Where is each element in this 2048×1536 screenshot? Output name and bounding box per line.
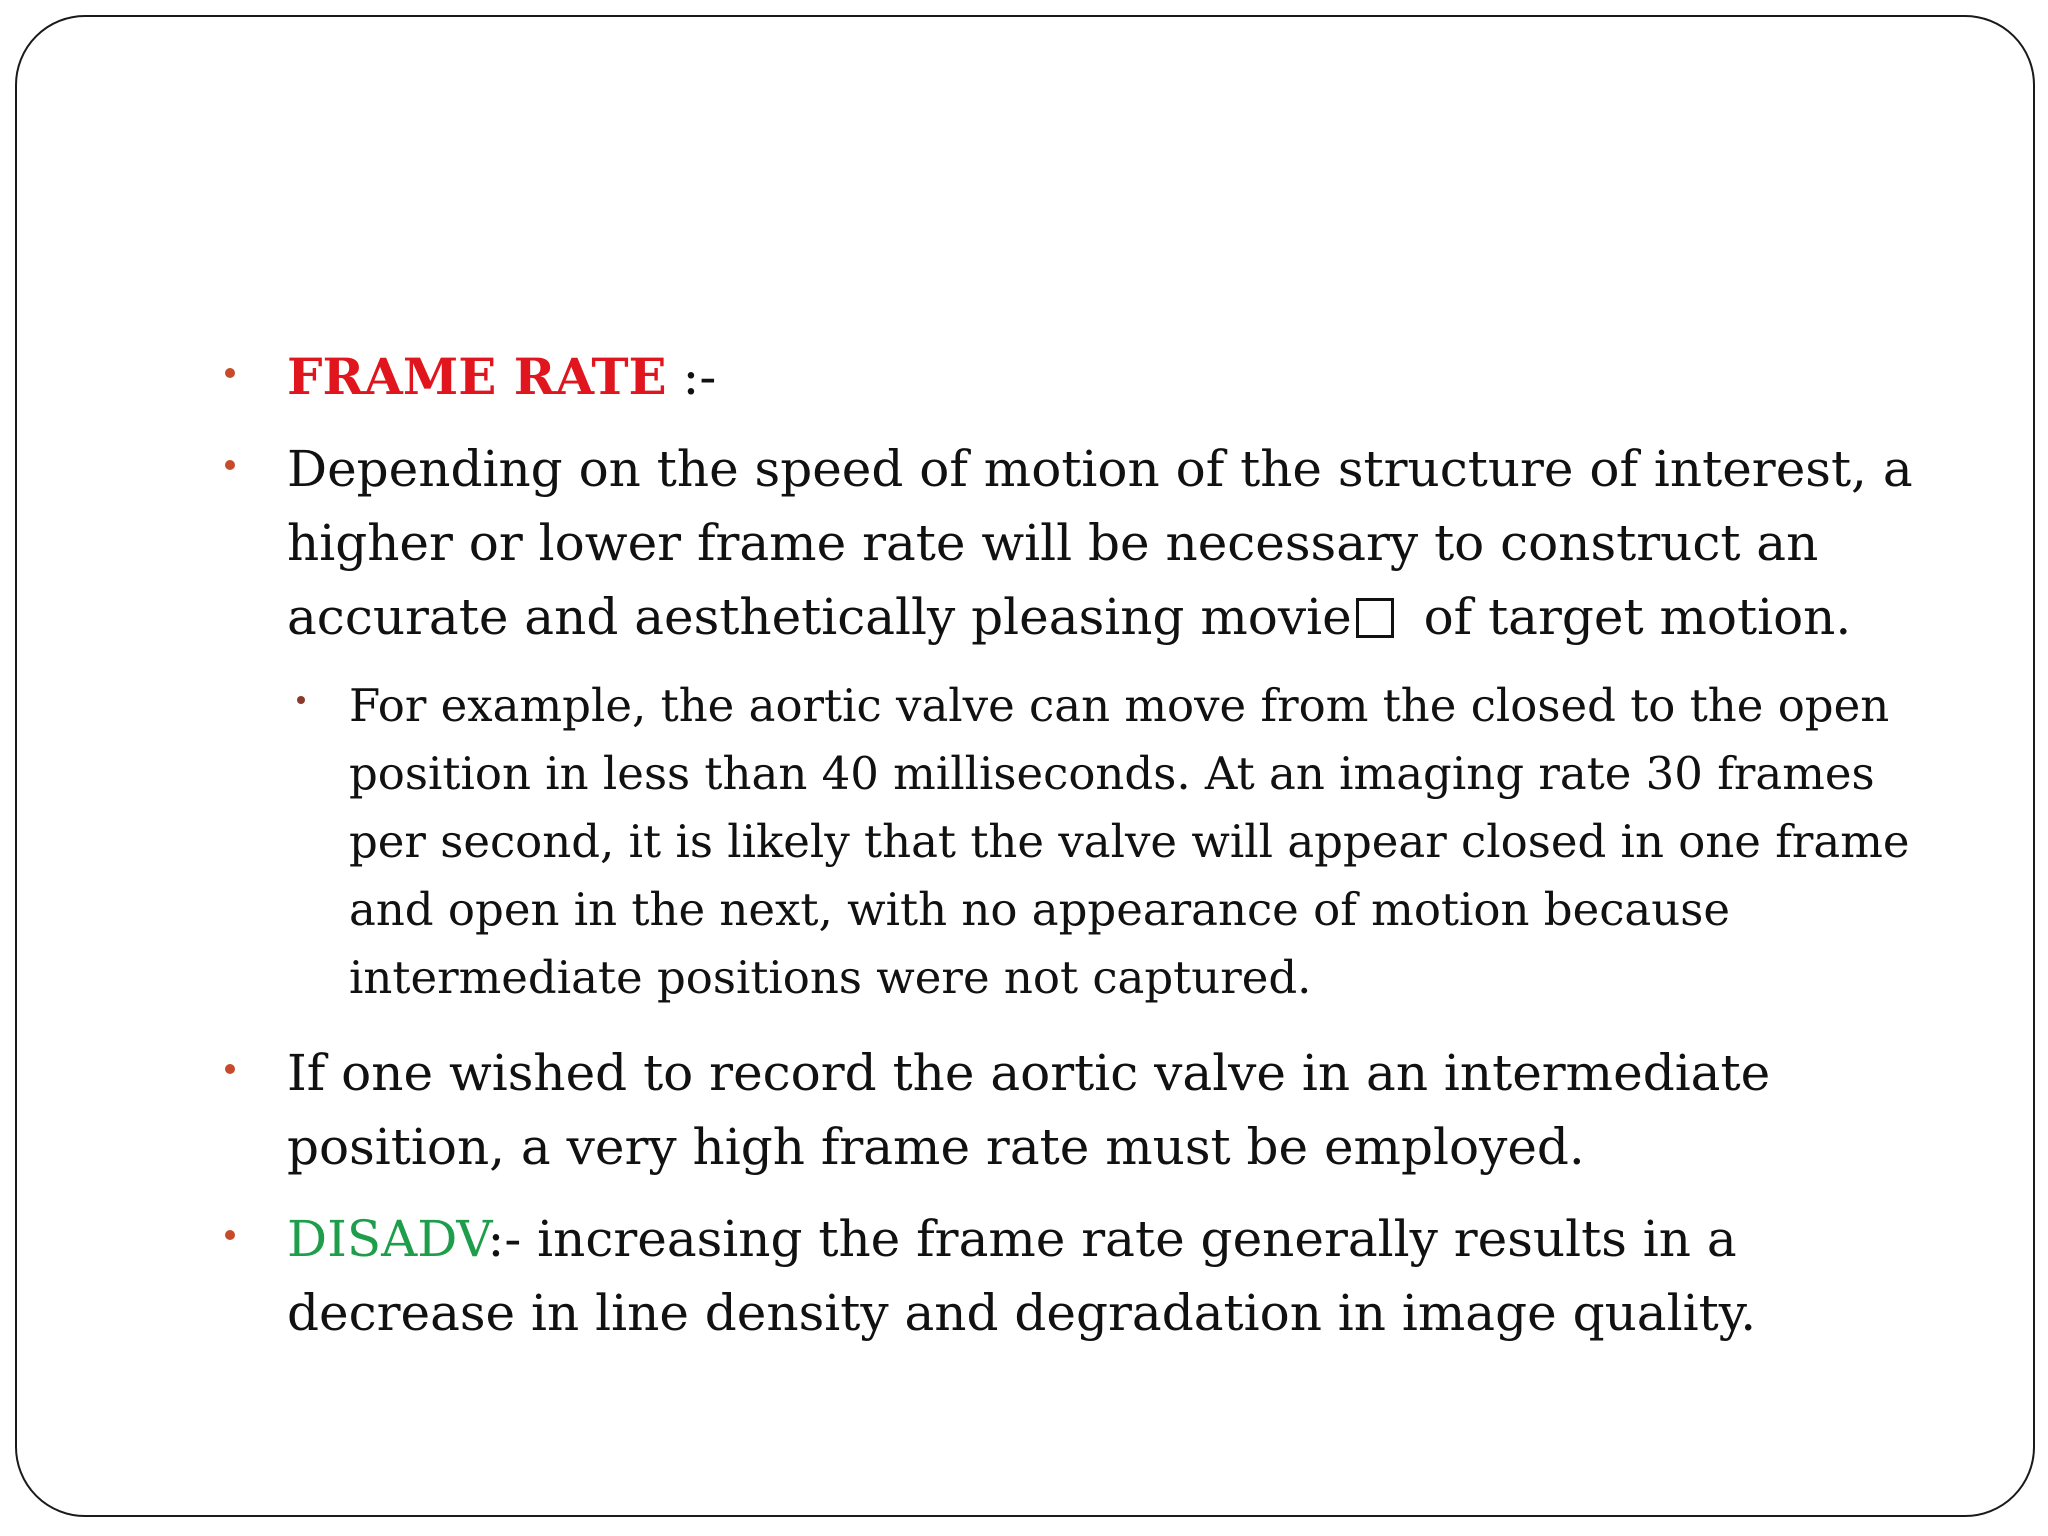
bullet-intermediate-position [215,1036,1935,1184]
disadv-label: DISADV [287,1210,488,1268]
sub-bullet-dot-icon [297,696,305,704]
bullet-dot-icon [225,460,235,470]
frame-rate-heading: FRAME RATE [287,347,667,406]
explanation-text-after: of target motion. [1407,588,1852,646]
slide-content [215,340,1935,1350]
bullet-frame-rate-explanation [215,432,1935,654]
bullet-dot-icon [225,1230,235,1240]
bullet-disadvantage [215,1202,1935,1350]
bullet-dot-icon [225,1064,235,1074]
disadv-text: :- increasing the frame rate generally results in a decrease in line density and degradation in image quality. [287,1210,1757,1342]
sub-bullet-aortic-valve-example [215,672,1935,1012]
intermediate-position-text: If one wished to record the aortic valve in an intermediate position, a very high frame rate must be employed. [287,1044,1771,1176]
heading-suffix: :- [666,348,717,406]
bullet-dot-icon [225,368,235,378]
bullet-frame-rate-heading [215,340,1935,414]
explanation-text-before: Depending on the speed of motion of the structure of interest, a higher or lower frame rate will be necessary to construct an accurate and aesthetically pleasing movie [287,440,1913,646]
example-text: For example, the aortic valve can move from the closed to the open position in less than 40 milliseconds. At an imaging rate 30 frames per second, it is likely that the valve will appear closed in one frame and open in the next, with no appearance of motion because intermediate positions were not captured. [349,679,1910,1004]
empty-square-icon [1356,598,1394,638]
